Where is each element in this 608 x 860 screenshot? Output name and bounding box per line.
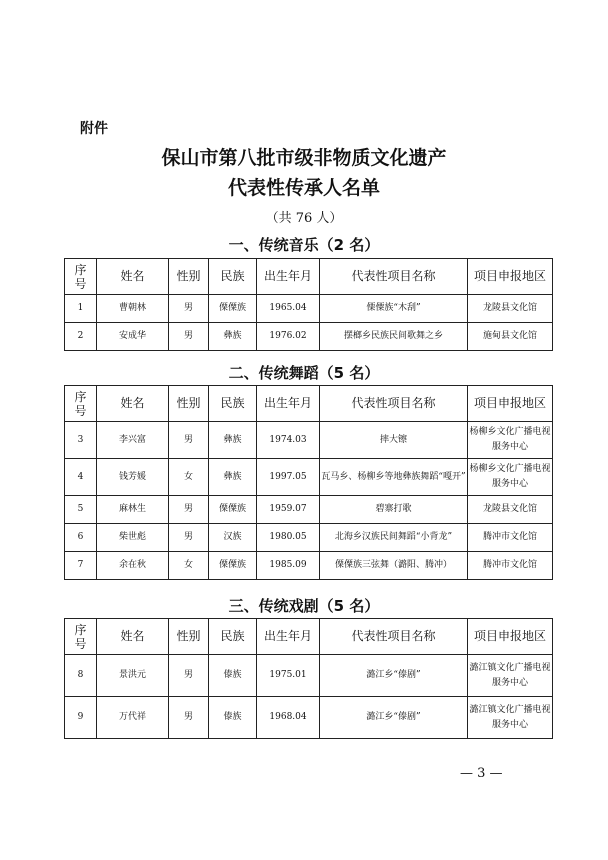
cell-project: 碧寨打歌 — [320, 496, 468, 524]
cell-no: 3 — [65, 422, 97, 459]
cell-ethnicity: 彝族 — [209, 323, 257, 351]
cell-no: 8 — [65, 655, 97, 697]
table-row — [65, 697, 553, 739]
cell-gender: 女 — [169, 459, 209, 496]
cell-project: 摆榔乡民族民间歌舞之乡 — [320, 323, 468, 351]
section-heading-music: 一、传统音乐（2 名） — [228, 236, 380, 254]
cell-no: 5 — [65, 496, 97, 524]
cell-region: 杨柳乡文化广播电视服务中心 — [468, 459, 553, 496]
cell-gender: 男 — [169, 295, 209, 323]
cell-ethnicity: 彝族 — [209, 459, 257, 496]
total-count-subtitle: （共 76 人） — [265, 211, 343, 226]
header-project: 代表性项目名称 — [320, 386, 468, 422]
cell-region: 杨柳乡文化广播电视服务中心 — [468, 422, 553, 459]
header-name: 姓名 — [97, 386, 169, 422]
cell-name: 柴世彪 — [97, 524, 169, 552]
header-seq: 序 号 — [65, 619, 97, 655]
header-gender: 性别 — [169, 259, 209, 295]
cell-name: 安成华 — [97, 323, 169, 351]
table-header-row — [65, 619, 553, 655]
cell-birth: 1974.03 — [257, 422, 320, 459]
cell-region: 潞江镇文化广播电视服务中心 — [468, 655, 553, 697]
cell-birth: 1968.04 — [257, 697, 320, 739]
cell-ethnicity: 傣族 — [209, 697, 257, 739]
header-ethnicity: 民族 — [209, 619, 257, 655]
cell-birth: 1975.01 — [257, 655, 320, 697]
cell-name: 麻林生 — [97, 496, 169, 524]
cell-project: 北海乡汉族民间舞蹈“小背龙” — [320, 524, 468, 552]
cell-birth: 1985.09 — [257, 552, 320, 580]
cell-gender: 男 — [169, 496, 209, 524]
table-opera — [64, 618, 553, 739]
table-row — [65, 459, 553, 496]
cell-gender: 男 — [169, 655, 209, 697]
cell-project: 潞江乡“傣剧” — [320, 655, 468, 697]
table-dance — [64, 385, 553, 580]
header-seq: 序 号 — [65, 259, 97, 295]
cell-no: 4 — [65, 459, 97, 496]
cell-name: 曹朝林 — [97, 295, 169, 323]
header-region: 项目申报地区 — [468, 386, 553, 422]
cell-ethnicity: 傈僳族 — [209, 496, 257, 524]
table-row — [65, 552, 553, 580]
header-gender: 性别 — [169, 619, 209, 655]
cell-project: 瓦马乡、杨柳乡等地彝族舞蹈“嘎开” — [320, 459, 468, 496]
attachment-label: 附件 — [80, 121, 108, 137]
cell-region: 龙陵县文化馆 — [468, 295, 553, 323]
page-title-line1: 保山市第八批市级非物质文化遗产 — [161, 147, 447, 169]
cell-project: 傈僳族三弦舞（潞阳、腾冲） — [320, 552, 468, 580]
cell-ethnicity: 傣族 — [209, 655, 257, 697]
section-heading-dance: 二、传统舞蹈（5 名） — [228, 364, 380, 382]
header-gender: 性别 — [169, 386, 209, 422]
cell-project: 傈僳族“木刮” — [320, 295, 468, 323]
table-row — [65, 323, 553, 351]
cell-birth: 1959.07 — [257, 496, 320, 524]
cell-ethnicity: 傈僳族 — [209, 552, 257, 580]
cell-gender: 男 — [169, 323, 209, 351]
page-title-line2: 代表性传承人名单 — [227, 177, 380, 199]
cell-region: 施甸县文化馆 — [468, 323, 553, 351]
cell-birth: 1980.05 — [257, 524, 320, 552]
cell-no: 1 — [65, 295, 97, 323]
cell-region: 潞江镇文化广播电视服务中心 — [468, 697, 553, 739]
cell-region: 龙陵县文化馆 — [468, 496, 553, 524]
cell-birth: 1965.04 — [257, 295, 320, 323]
table-header-row — [65, 259, 553, 295]
cell-region: 腾冲市文化馆 — [468, 552, 553, 580]
header-project: 代表性项目名称 — [320, 619, 468, 655]
table-row — [65, 524, 553, 552]
cell-name: 万代祥 — [97, 697, 169, 739]
table-row — [65, 496, 553, 524]
table-row — [65, 422, 553, 459]
cell-no: 2 — [65, 323, 97, 351]
cell-ethnicity: 汉族 — [209, 524, 257, 552]
cell-gender: 女 — [169, 552, 209, 580]
cell-project: 摔大镲 — [320, 422, 468, 459]
header-name: 姓名 — [97, 619, 169, 655]
cell-no: 9 — [65, 697, 97, 739]
cell-name: 景洪元 — [97, 655, 169, 697]
header-birth: 出生年月 — [257, 259, 320, 295]
table-row — [65, 295, 553, 323]
cell-ethnicity: 傈僳族 — [209, 295, 257, 323]
table-header-row — [65, 386, 553, 422]
cell-no: 7 — [65, 552, 97, 580]
cell-region: 腾冲市文化馆 — [468, 524, 553, 552]
cell-project: 潞江乡“傣剧” — [320, 697, 468, 739]
header-project: 代表性项目名称 — [320, 259, 468, 295]
cell-birth: 1976.02 — [257, 323, 320, 351]
cell-name: 钱芳媛 — [97, 459, 169, 496]
table-music — [64, 258, 553, 351]
cell-gender: 男 — [169, 524, 209, 552]
page-number: — 3 — — [460, 766, 503, 781]
cell-name: 李兴富 — [97, 422, 169, 459]
header-region: 项目申报地区 — [468, 259, 553, 295]
header-name: 姓名 — [97, 259, 169, 295]
cell-birth: 1997.05 — [257, 459, 320, 496]
cell-no: 6 — [65, 524, 97, 552]
cell-gender: 男 — [169, 697, 209, 739]
cell-gender: 男 — [169, 422, 209, 459]
cell-name: 余在秋 — [97, 552, 169, 580]
header-birth: 出生年月 — [257, 619, 320, 655]
header-region: 项目申报地区 — [468, 619, 553, 655]
header-ethnicity: 民族 — [209, 386, 257, 422]
header-seq: 序 号 — [65, 386, 97, 422]
section-heading-opera: 三、传统戏剧（5 名） — [228, 597, 380, 615]
cell-ethnicity: 彝族 — [209, 422, 257, 459]
header-birth: 出生年月 — [257, 386, 320, 422]
header-ethnicity: 民族 — [209, 259, 257, 295]
table-row — [65, 655, 553, 697]
